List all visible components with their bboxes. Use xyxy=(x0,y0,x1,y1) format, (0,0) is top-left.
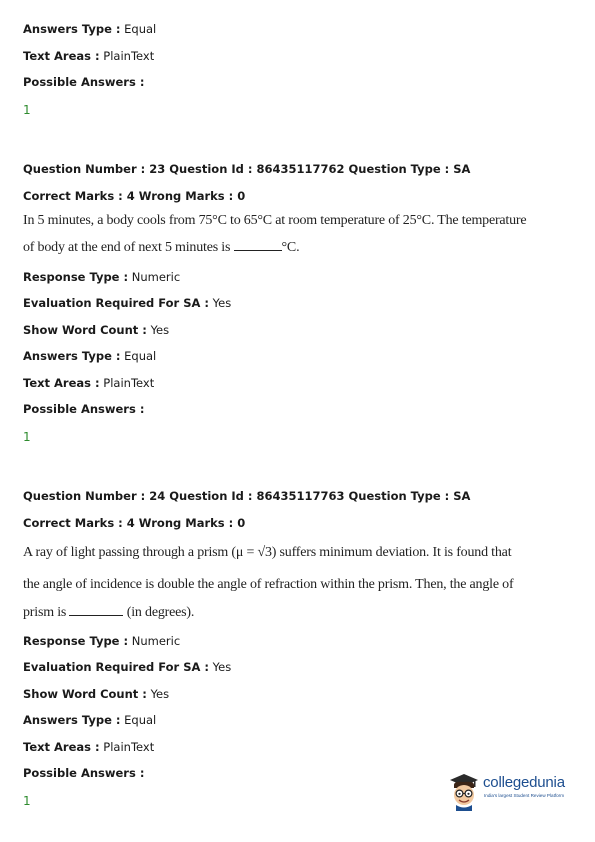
show-word-count-value: Yes xyxy=(150,323,170,337)
q24-question-line3 xyxy=(23,604,194,621)
response-type-row xyxy=(23,270,180,284)
text-areas-label: Text Areas : xyxy=(23,740,100,754)
refractive-index-formula: (μ = √3) xyxy=(231,545,277,560)
q24-marks: Correct Marks : 4 Wrong Marks : 0 xyxy=(23,516,246,530)
answers-type-row xyxy=(23,22,156,36)
q23-question-line1: In 5 minutes, a body cools from 75°C to 65°C at room temperature of 25°C. The temperature xyxy=(23,213,527,228)
collegedunia-logo xyxy=(447,771,577,815)
text-areas-value: PlainText xyxy=(103,49,155,63)
possible-answer-value: 1 xyxy=(23,103,31,117)
text-areas-row xyxy=(23,740,154,754)
evaluation-required-value: Yes xyxy=(212,660,232,674)
graduate-mascot-icon xyxy=(447,771,481,811)
answers-type-row xyxy=(23,349,156,363)
q24-header: Question Number : 24 Question Id : 86435117763 Question Type : SA xyxy=(23,489,471,503)
answers-type-value: Equal xyxy=(124,22,157,36)
text-areas-label: Text Areas : xyxy=(23,376,100,390)
evaluation-required-label: Evaluation Required For SA : xyxy=(23,296,210,310)
text-areas-row xyxy=(23,376,154,390)
q23-marks: Correct Marks : 4 Wrong Marks : 0 xyxy=(23,189,246,203)
answers-type-label: Answers Type : xyxy=(23,349,121,363)
answers-type-label: Answers Type : xyxy=(23,22,121,36)
answers-type-label: Answers Type : xyxy=(23,713,121,727)
response-type-value: Numeric xyxy=(131,634,181,648)
text-areas-label: Text Areas : xyxy=(23,49,100,63)
q23-header: Question Number : 23 Question Id : 86435117762 Question Type : SA xyxy=(23,162,471,176)
response-type-label: Response Type : xyxy=(23,270,129,284)
show-word-count-row xyxy=(23,687,169,701)
q24-question-line3-text: prism is xyxy=(23,605,67,620)
show-word-count-row xyxy=(23,323,169,337)
q24-question-line1-text: A ray of light passing through a prism xyxy=(23,545,229,560)
possible-answers-label: Possible Answers : xyxy=(23,75,145,89)
q24-question-line3-rest: (in degrees). xyxy=(126,605,195,620)
evaluation-required-row xyxy=(23,296,231,310)
q24-question-line2: the angle of incidence is double the angle of refraction within the prism. Then, the angle of xyxy=(23,577,514,592)
logo-wordmark: collegedunia xyxy=(483,774,565,791)
q24-question-line1 xyxy=(23,545,511,561)
response-type-row xyxy=(23,634,180,648)
answers-type-value: Equal xyxy=(124,713,157,727)
show-word-count-label: Show Word Count : xyxy=(23,687,147,701)
q23-question-line2 xyxy=(23,239,299,256)
text-areas-value: PlainText xyxy=(103,376,155,390)
evaluation-required-label: Evaluation Required For SA : xyxy=(23,660,210,674)
logo-tagline: India's largest Student Review Platform xyxy=(484,793,565,798)
evaluation-required-value: Yes xyxy=(212,296,232,310)
q23-question-unit: °C. xyxy=(281,240,300,255)
text-areas-row xyxy=(23,49,154,63)
show-word-count-value: Yes xyxy=(150,687,170,701)
response-type-label: Response Type : xyxy=(23,634,129,648)
response-type-value: Numeric xyxy=(131,270,181,284)
evaluation-required-row xyxy=(23,660,231,674)
possible-answer-value: 1 xyxy=(23,430,31,444)
possible-answers-label: Possible Answers : xyxy=(23,402,145,416)
text-areas-value: PlainText xyxy=(103,740,155,754)
possible-answer-value: 1 xyxy=(23,794,31,808)
answers-type-value: Equal xyxy=(124,349,157,363)
q24-question-line1-rest: suffers minimum deviation. It is found that xyxy=(279,545,512,560)
answers-type-row xyxy=(23,713,156,727)
show-word-count-label: Show Word Count : xyxy=(23,323,147,337)
q23-question-line2-text: of body at the end of next 5 minutes is xyxy=(23,240,231,255)
answer-blank xyxy=(234,239,282,251)
answer-blank xyxy=(69,604,123,616)
possible-answers-label: Possible Answers : xyxy=(23,766,145,780)
